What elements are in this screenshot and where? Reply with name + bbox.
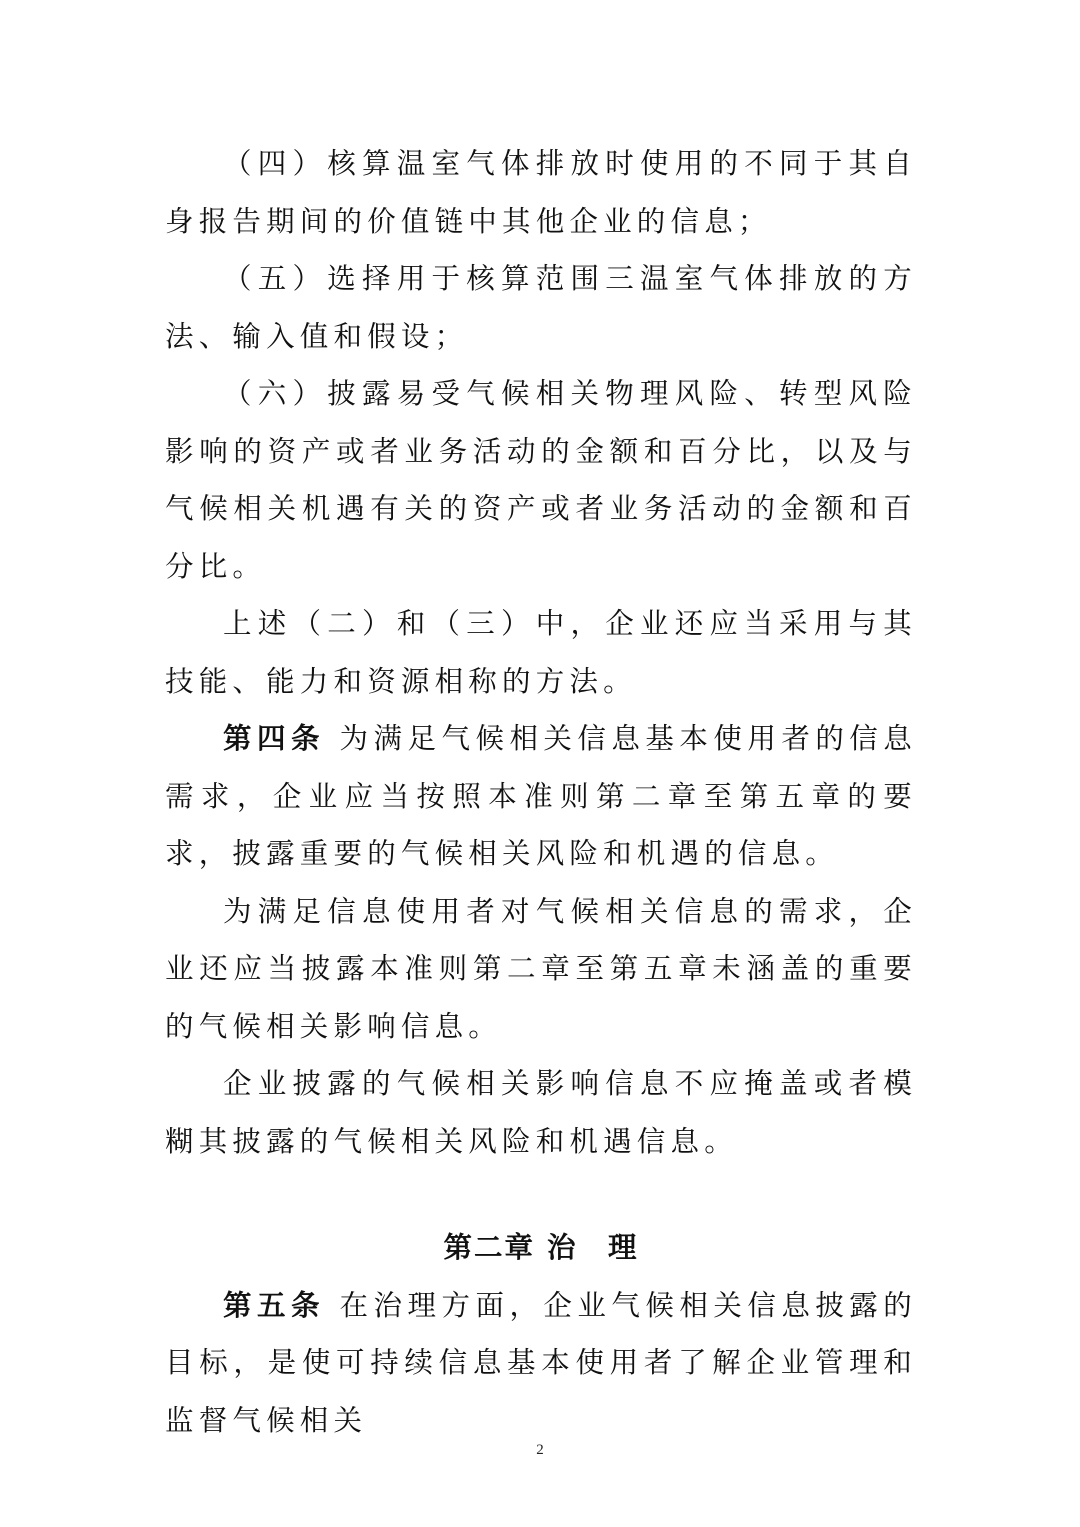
paragraph-item-5 <box>165 250 917 365</box>
article-5 <box>165 1277 917 1450</box>
article-label: 第四条 <box>223 721 325 755</box>
paragraph-impact-disclosure <box>165 883 917 1056</box>
paragraph-item-6 <box>165 365 917 595</box>
chapter-heading: 第二章 治 理 <box>443 1230 639 1264</box>
paragraph-text: （五）选择用于核算范围三温室气体排放的方法、输入值和假设； <box>165 262 917 353</box>
paragraph-text: 上述（二）和（三）中，企业还应当采用与其技能、能力和资源相称的方法。 <box>165 607 917 698</box>
paragraph-text: （六）披露易受气候相关物理风险、转型风险影响的资产或者业务活动的金额和百分比，以及与气候相关机遇有关的资产或者业务活动的金额和百分比。 <box>165 377 917 583</box>
page-number: 2 <box>536 1442 544 1458</box>
article-text: 在治理方面，企业气候相关信息披露的目标，是使可持续信息基本使用者了解企业管理和监督气候相关 <box>165 1288 917 1437</box>
paragraph-impact-not-obscure <box>165 1055 917 1170</box>
article-4 <box>165 710 917 883</box>
article-text: 为满足气候相关信息基本使用者的信息需求，企业应当按照本准则第二章至第五章的要求，披露重要的气候相关风险和机遇的信息。 <box>165 722 917 870</box>
paragraph-summary <box>165 595 917 710</box>
paragraph-item-4 <box>165 135 917 250</box>
paragraph-text: 为满足信息使用者对气候相关信息的需求，企业还应当披露本准则第二章至第五章未涵盖的重要的气候相关影响信息。 <box>165 894 917 1043</box>
article-label: 第五条 <box>223 1287 325 1322</box>
document-body <box>165 135 917 1449</box>
paragraph-text: （四）核算温室气体排放时使用的不同于其自身报告期间的价值链中其他企业的信息； <box>165 147 917 238</box>
paragraph-text: 企业披露的气候相关影响信息不应掩盖或者模糊其披露的气候相关风险和机遇信息。 <box>165 1067 917 1158</box>
